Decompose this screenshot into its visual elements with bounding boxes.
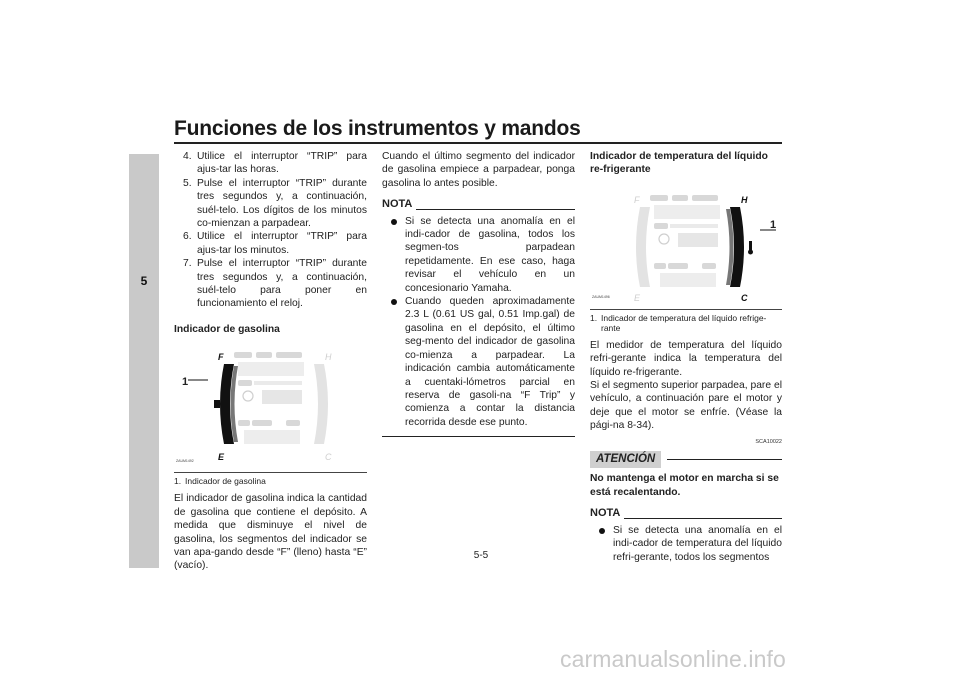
coolant-paragraph: El medidor de temperatura del líquido refri-gerante indica la temperatura del líquido re-frigerante. — [590, 339, 782, 378]
cold-label: C — [741, 292, 748, 303]
figure-caption: 1. Indicador de temperatura del líquido refrige-rante — [590, 312, 767, 333]
figure-code: ZAUM1492 — [176, 458, 194, 463]
page-title: Funciones de los instrumentos y mandos — [174, 117, 581, 140]
step-item: 5. Pulse el interruptor “TRIP” durante tres segundos y, a continuación, suél-telo. Los dígitos de los minutos co-mienzan a parpadear. — [183, 177, 367, 230]
steps-list — [174, 150, 367, 311]
column-3 — [590, 150, 782, 564]
nota-bullet: Si se detecta una anomalía en el indi-cador de temperatura del líquido refri-gerante, todos los segmentos — [590, 524, 782, 564]
column-1 — [174, 150, 367, 573]
cold-label: C — [325, 452, 332, 463]
column-2 — [382, 150, 575, 437]
figure-callout: 1 — [182, 376, 189, 389]
figure-caption: 1. Indicador de gasolina — [174, 476, 266, 487]
empty-label: E — [634, 292, 641, 303]
nota-label: NOTA — [382, 198, 413, 211]
figure-callout: 1 — [770, 218, 777, 231]
full-label: F — [634, 194, 640, 205]
coolant-paragraph: Si el segmento superior parpadea, pare el vehículo, a continuación pare el motor y deje que el motor se enfríe. (Véase la pági-na 8-34). — [590, 380, 782, 432]
meter-illustration — [204, 342, 344, 468]
atencion-label: ATENCIÓN — [590, 451, 661, 468]
page-number: 5-5 — [473, 550, 489, 561]
reference-code: SCA10022 — [755, 438, 782, 445]
refuel-paragraph: Cuando el último segmento del indicador de gasolina empiece a parpadear, ponga gasolina lo antes posible. — [382, 151, 575, 189]
nota-end-rule — [382, 436, 575, 437]
warning-text: No mantenga el motor en marcha si se está recalentando. — [590, 473, 779, 498]
fuel-gauge-paragraph: El indicador de gasolina indica la cantidad de gasolina que contiene el depósito. A medida que disminuye el nivel de gasolina, los segmentos del indicador se van apa-gando desde “F” (lleno) hasta “E” (vacío). — [174, 493, 367, 572]
fuel-gauge-figure — [174, 342, 367, 473]
atencion-header — [590, 451, 782, 468]
chapter-number: 5 — [140, 274, 148, 288]
nota-header — [590, 507, 782, 520]
nota-header — [382, 198, 575, 211]
step-item: 7. Pulse el interruptor “TRIP” durante tres segundos y, a continuación, suél-telo para poner en funcionamiento el reloj. — [183, 258, 367, 310]
coolant-heading: Indicador de temperatura del líquido re-frigerante — [590, 151, 768, 176]
step-item: 4. Utilice el interruptor “TRIP” para ajus-tar las horas. — [183, 151, 367, 176]
full-label: F — [218, 352, 224, 363]
watermark[interactable]: carmanualsonline.info — [560, 646, 786, 672]
nota-label: NOTA — [590, 507, 621, 520]
nota-bullet: Cuando queden aproximadamente 2.3 L (0.61 US gal, 0.51 Imp.gal) de gasolina en el depósito, el último seg-mento del indicador de gasolina co-mienza a parpadear. La indicación cambia automáticamente a cuentaki-lómetros parcial en reserva de gasoli-na “F Trip” y comienza a contar la distancia recorrida desde ese punto. — [382, 295, 575, 429]
nota-bullet: Si se detecta una anomalía en el indi-cador de gasolina, todos los segmen-tos parpadean repetidamente. En ese caso, haga revisar el vehículo en un concesionario Yamaha. — [382, 215, 575, 295]
fuel-gauge-heading: Indicador de gasolina — [174, 323, 280, 335]
hot-label: H — [325, 352, 332, 363]
header-rule — [174, 142, 782, 144]
hot-label: H — [741, 194, 748, 205]
chapter-side-tab — [129, 154, 159, 568]
empty-label: E — [218, 452, 225, 463]
figure-code: ZAUM1496 — [592, 295, 610, 300]
meter-illustration — [620, 185, 760, 307]
step-item: 6. Utilice el interruptor “TRIP” para ajus-tar los minutos. — [183, 231, 367, 256]
coolant-figure — [590, 183, 782, 310]
